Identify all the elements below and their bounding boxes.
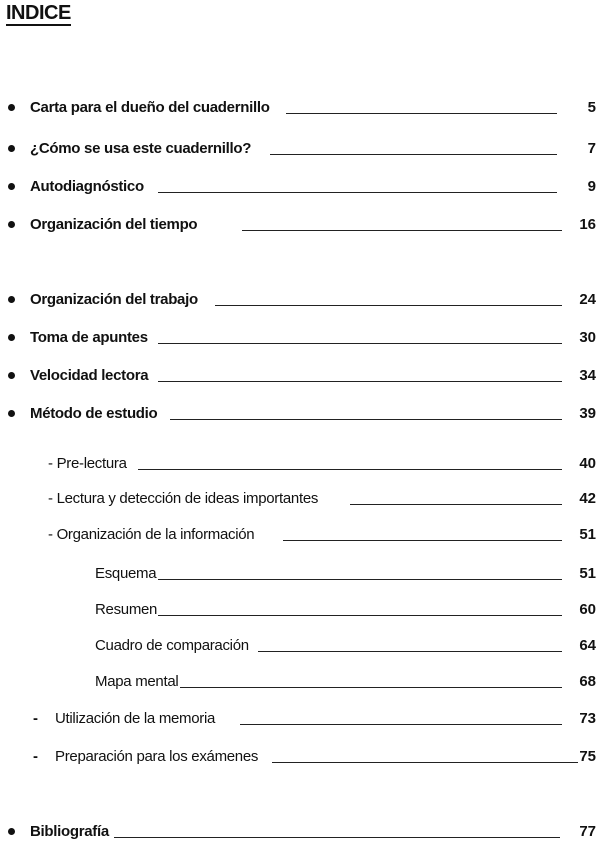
toc-entry-label: Método de estudio <box>30 405 158 422</box>
toc-entry-page: 24 <box>579 291 596 308</box>
bullet-icon <box>8 828 15 835</box>
bullet-icon <box>8 104 15 111</box>
bullet-icon <box>8 410 15 417</box>
toc-entry <box>0 98 600 118</box>
leader-line <box>272 762 578 763</box>
leader-line <box>158 192 557 193</box>
leader-line <box>158 381 562 382</box>
leader-line <box>286 113 557 114</box>
toc-entry-page: 64 <box>579 637 596 654</box>
leader-line <box>158 343 562 344</box>
toc-entry-label: Carta para el dueño del cuadernillo <box>30 99 270 116</box>
toc-entry <box>0 328 600 348</box>
toc-entry-page: 75 <box>579 748 596 765</box>
bullet-icon <box>8 145 15 152</box>
leader-line <box>283 540 562 541</box>
leader-line <box>350 504 562 505</box>
leader-line <box>138 469 562 470</box>
toc-entry-label: Preparación para los exámenes <box>55 748 259 765</box>
toc-entry-page: 30 <box>579 329 596 346</box>
toc-entry-label: Organización del tiempo <box>30 216 198 233</box>
toc-entry <box>0 489 600 509</box>
toc-entry-label: Toma de apuntes <box>30 329 148 346</box>
toc-entry-label: Velocidad lectora <box>30 367 149 384</box>
toc-entry-page: 16 <box>579 216 596 233</box>
toc-entry-label: - Organización de la información <box>48 526 255 543</box>
leader-line <box>114 837 560 838</box>
bullet-icon <box>8 372 15 379</box>
leader-line <box>215 305 562 306</box>
bullet-icon <box>8 296 15 303</box>
toc-entry <box>0 600 600 620</box>
toc-entry-page: 7 <box>587 140 596 157</box>
toc-entry <box>0 290 600 310</box>
toc-entry <box>0 636 600 656</box>
toc-entry-label: Resumen <box>95 601 158 618</box>
toc-entry-label: - Pre-lectura <box>48 455 127 472</box>
toc-entry <box>0 404 600 424</box>
toc-entry <box>0 747 600 767</box>
toc-entry <box>0 672 600 692</box>
toc-entry <box>0 177 600 197</box>
leader-line <box>180 687 562 688</box>
toc-entry-page: 60 <box>579 601 596 618</box>
leader-line <box>158 615 562 616</box>
bullet-icon <box>8 221 15 228</box>
toc-entry-page: 40 <box>579 455 596 472</box>
toc-entry-page: 9 <box>587 178 596 195</box>
page-title: INDICE <box>6 2 71 24</box>
toc-entry-page: 34 <box>579 367 596 384</box>
toc-entry <box>0 564 600 584</box>
toc-entry-page: 5 <box>587 99 596 116</box>
leader-line <box>170 419 562 420</box>
toc-entry <box>0 366 600 386</box>
toc-entry-label: Mapa mental <box>95 673 179 690</box>
leader-line <box>158 579 562 580</box>
toc-entry <box>0 525 600 545</box>
toc-entry-label: - Lectura y detección de ideas importantes <box>48 490 319 507</box>
toc-entry-page: 42 <box>579 490 596 507</box>
toc-entry-label: Utilización de la memoria <box>55 710 216 727</box>
leader-line <box>258 651 562 652</box>
toc-entry <box>0 709 600 729</box>
bullet-icon <box>8 334 15 341</box>
toc-entry <box>0 139 600 159</box>
toc-entry-page: 51 <box>579 526 596 543</box>
toc-entry-page: 51 <box>579 565 596 582</box>
toc-entry-page: 39 <box>579 405 596 422</box>
toc-entry <box>0 454 600 474</box>
leader-line <box>270 154 557 155</box>
toc-entry-page: 68 <box>579 673 596 690</box>
leader-line <box>240 724 562 725</box>
toc-entry-label: Esquema <box>95 565 157 582</box>
toc-entry <box>0 215 600 235</box>
toc-entry-label: Autodiagnóstico <box>30 178 144 195</box>
toc-entry-page: 77 <box>579 823 596 840</box>
toc-entry-label: Bibliografía <box>30 823 109 840</box>
leader-line <box>242 230 562 231</box>
toc-entry-page: 73 <box>579 710 596 727</box>
toc-entry <box>0 822 600 842</box>
dash-marker: - <box>33 710 38 727</box>
toc-entry-label: Organización del trabajo <box>30 291 198 308</box>
bullet-icon <box>8 183 15 190</box>
toc-entry-label: Cuadro de comparación <box>95 637 249 654</box>
dash-marker: - <box>33 748 38 765</box>
toc-entry-label: ¿Cómo se usa este cuadernillo? <box>30 140 252 157</box>
